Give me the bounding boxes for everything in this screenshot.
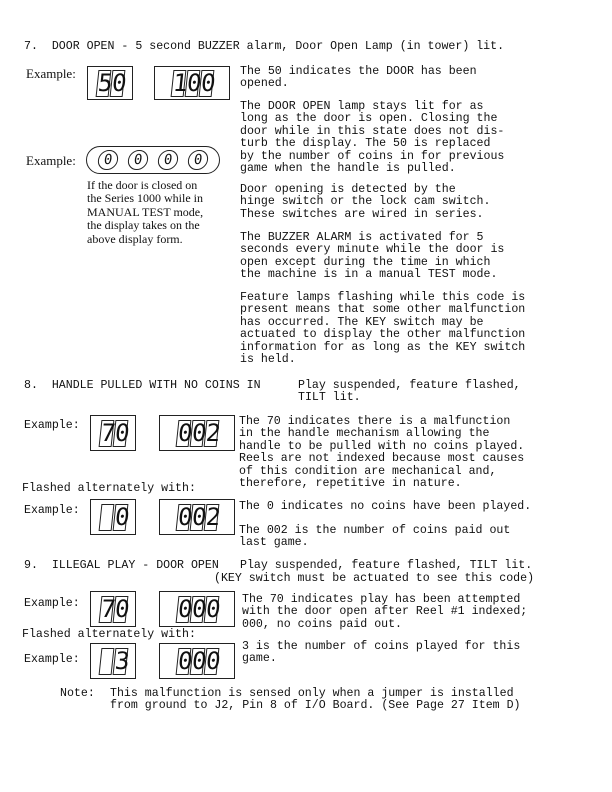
oval-display (86, 146, 220, 174)
display-digit: 1 (171, 68, 189, 97)
section-8-title: 8. HANDLE PULLED WITH NO COINS IN (24, 379, 261, 392)
handle-malfunction-paragraph: The 70 indicates there is a malfunction in the handle mechanism allowing the handle to be pulled with no coins played. Reels are not indexed because most causes of this condition are mechanical and, therefore, repetitive in nature. (239, 415, 525, 491)
display-digit: 7 (99, 418, 117, 447)
display-digit: 0 (176, 502, 194, 531)
display-left-box (90, 499, 136, 535)
display-digit: 0 (176, 594, 194, 623)
zero-coins-text: The 0 indicates no coins have been played. (239, 500, 532, 513)
feature-lamps-paragraph: Feature lamps flashing while this code is present means that some other malfunction has occurred. The KEY switch may be actuated to display the other malfunction information for as long as the KEY switch is held. (240, 291, 526, 367)
display-digit: 0 (204, 594, 222, 623)
illegal-play-paragraph: The 70 indicates play has been attempted with the door open after Reel #1 indexed; 000, no coins paid out. (242, 593, 528, 631)
display-left-box (87, 66, 133, 100)
oval-digit: 0 (157, 150, 180, 170)
display-digit: 5 (96, 68, 114, 97)
door-closed-note: If the door is closed on the Series 1000 while in MANUAL TEST mode, the display takes on the above display form. (87, 178, 204, 246)
display-digit: 0 (176, 646, 194, 675)
display-digit: 0 (190, 594, 208, 623)
note-text: This malfunction is sensed only when a jumper is installed from ground to J2, Pin 8 of I/O Board. (See Page 27 Item D) (110, 687, 521, 713)
section-7-title: 7. DOOR OPEN - 5 second BUZZER alarm, Door Open Lamp (in tower) lit. (24, 40, 505, 53)
oval-digit: 0 (127, 150, 150, 170)
buzzer-paragraph: The BUZZER ALARM is activated for 5 seconds every minute while the door is open except during the time in which the machine is in a manual TEST mode. (240, 231, 505, 282)
display-digit: 2 (204, 502, 222, 531)
example-label: Example: (26, 153, 76, 168)
oval-digit: 0 (97, 150, 120, 170)
section-8-status: Play suspended, feature flashed, TILT lit. (298, 379, 521, 405)
display-left-box (90, 591, 136, 627)
display-right-box (159, 643, 235, 679)
display-digit: 0 (190, 502, 208, 531)
display-digit: 0 (204, 646, 222, 675)
section-9-key-note: (KEY switch must be actuated to see this code) (214, 572, 535, 585)
display-digit: 0 (176, 418, 194, 447)
example-label: Example: (24, 653, 80, 666)
display-right-box (159, 499, 235, 535)
door-detect-paragraph: Door opening is detected by the hinge switch or the lock cam switch. These switches are wired in series. (240, 183, 491, 221)
display-digit: 0 (199, 68, 217, 97)
display-digit: 0 (185, 68, 203, 97)
display-digit: 0 (190, 418, 208, 447)
display-digit: 0 (190, 646, 208, 675)
example-label: Example: (24, 504, 80, 517)
display-right-box (159, 591, 235, 627)
display-right-box (154, 66, 230, 100)
flashed-alternately-label: Flashed alternately with: (22, 628, 196, 641)
display-digit: 0 (113, 502, 131, 531)
display-digit: 2 (204, 418, 222, 447)
display-digit: 7 (99, 594, 117, 623)
oval-digit: 0 (187, 150, 210, 170)
section-9-status: Play suspended, feature flashed, TILT lit. (240, 559, 533, 572)
display-digit: 0 (113, 418, 131, 447)
example-label: Example: (24, 419, 80, 432)
example-label: Example: (26, 66, 76, 81)
display-right-box (159, 415, 235, 451)
section-9-title: 9. ILLEGAL PLAY - DOOR OPEN (24, 559, 219, 572)
display-digit (98, 504, 114, 531)
display-digit: 0 (113, 594, 131, 623)
door-lamp-paragraph: The DOOR OPEN lamp stays lit for as long as the door is open. Closing the door while in this state does not dis- turb the display. The 50 is replaced by the number of coins in for previous game when the handle is pulled. (240, 100, 505, 176)
display-digit (98, 648, 114, 675)
display-digit: 3 (113, 646, 131, 675)
coins-paid-out-text: The 002 is the number of coins paid out last game. (239, 524, 511, 550)
coins-played-text: 3 is the number of coins played for this game. (242, 640, 521, 666)
flashed-alternately-label: Flashed alternately with: (22, 482, 196, 495)
display-left-box (90, 643, 136, 679)
display-digit: 0 (110, 68, 128, 97)
note-label: Note: (60, 687, 95, 700)
display-left-box (90, 415, 136, 451)
example-label: Example: (24, 597, 80, 610)
door-indication-text: The 50 indicates the DOOR has been opened. (240, 65, 477, 91)
